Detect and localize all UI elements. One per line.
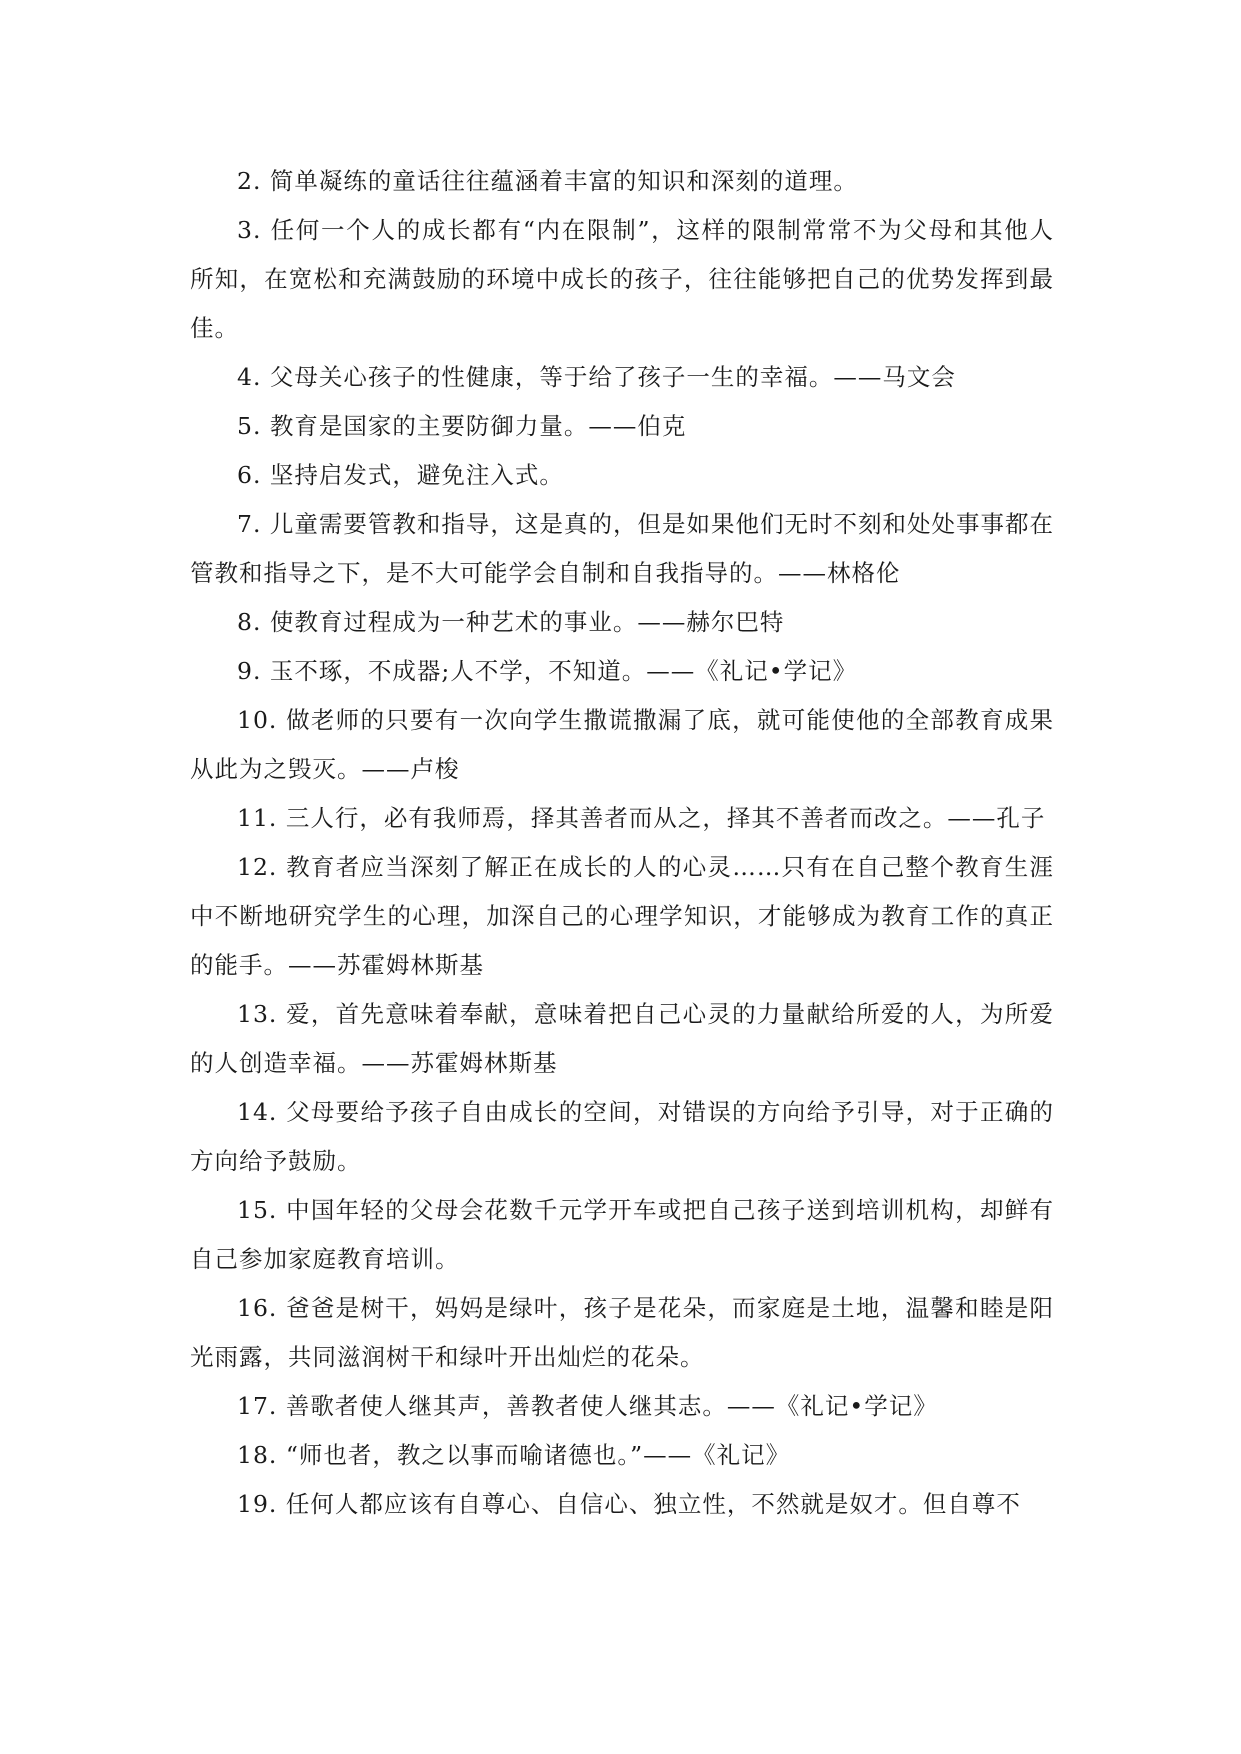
list-item-6: 6. 坚持启发式，避免注入式。 — [237, 461, 564, 489]
list-item-9: 9. 玉不琢，不成器;人不学，不知道。——《礼记•学记》 — [237, 657, 858, 685]
list-item-11: 11. 三人行，必有我师焉，择其善者而从之，择其不善者而改之。——孔子 — [237, 804, 1046, 832]
list-item-4: 4. 父母关心孩子的性健康，等于给了孩子一生的幸福。——马文会 — [237, 363, 956, 391]
list-item-17: 17. 善歌者使人继其声，善教者使人继其志。——《礼记•学记》 — [237, 1392, 938, 1420]
list-item-16: 16. 爸爸是树干，妈妈是绿叶，孩子是花朵，而家庭是土地，温馨和睦是阳光雨露，共同滋润树干和绿叶开出灿烂的花朵。 — [190, 1294, 1054, 1371]
list-item-13: 13. 爱，首先意味着奉献，意味着把自己心灵的力量献给所爱的人，为所爱的人创造幸福。——苏霍姆林斯基 — [190, 1000, 1054, 1077]
list-item-8: 8. 使教育过程成为一种艺术的事业。——赫尔巴特 — [237, 608, 785, 636]
list-item-10: 10. 做老师的只要有一次向学生撒谎撒漏了底，就可能使他的全部教育成果从此为之毁灭。——卢梭 — [190, 706, 1054, 783]
list-item-7: 7. 儿童需要管教和指导，这是真的，但是如果他们无时不刻和处处事事都在管教和指导之下，是不大可能学会自制和自我指导的。——林格伦 — [190, 510, 1054, 587]
list-item-5: 5. 教育是国家的主要防御力量。——伯克 — [237, 412, 687, 440]
list-item-15: 15. 中国年轻的父母会花数千元学开车或把自己孩子送到培训机构，却鲜有自己参加家庭教育培训。 — [190, 1196, 1054, 1273]
list-item-19: 19. 任何人都应该有自尊心、自信心、独立性，不然就是奴才。但自尊不 — [237, 1490, 1021, 1518]
list-item-14: 14. 父母要给予孩子自由成长的空间，对错误的方向给予引导，对于正确的方向给予鼓励。 — [190, 1098, 1054, 1175]
list-item-2: 2. 简单凝练的童话往往蕴涵着丰富的知识和深刻的道理。 — [237, 167, 858, 195]
list-item-12: 12. 教育者应当深刻了解正在成长的人的心灵……只有在自己整个教育生涯中不断地研究学生的心理，加深自己的心理学知识，才能够成为教育工作的真正的能手。——苏霍姆林斯基 — [190, 853, 1054, 979]
list-item-3: 3. 任何一个人的成长都有“内在限制”，这样的限制常常不为父母和其他人所知，在宽松和充满鼓励的环境中成长的孩子，往往能够把自己的优势发挥到最佳。 — [190, 216, 1054, 342]
list-item-18: 18. “师也者，教之以事而喻诸德也。”——《礼记》 — [237, 1441, 791, 1469]
document-body — [190, 157, 1054, 1529]
